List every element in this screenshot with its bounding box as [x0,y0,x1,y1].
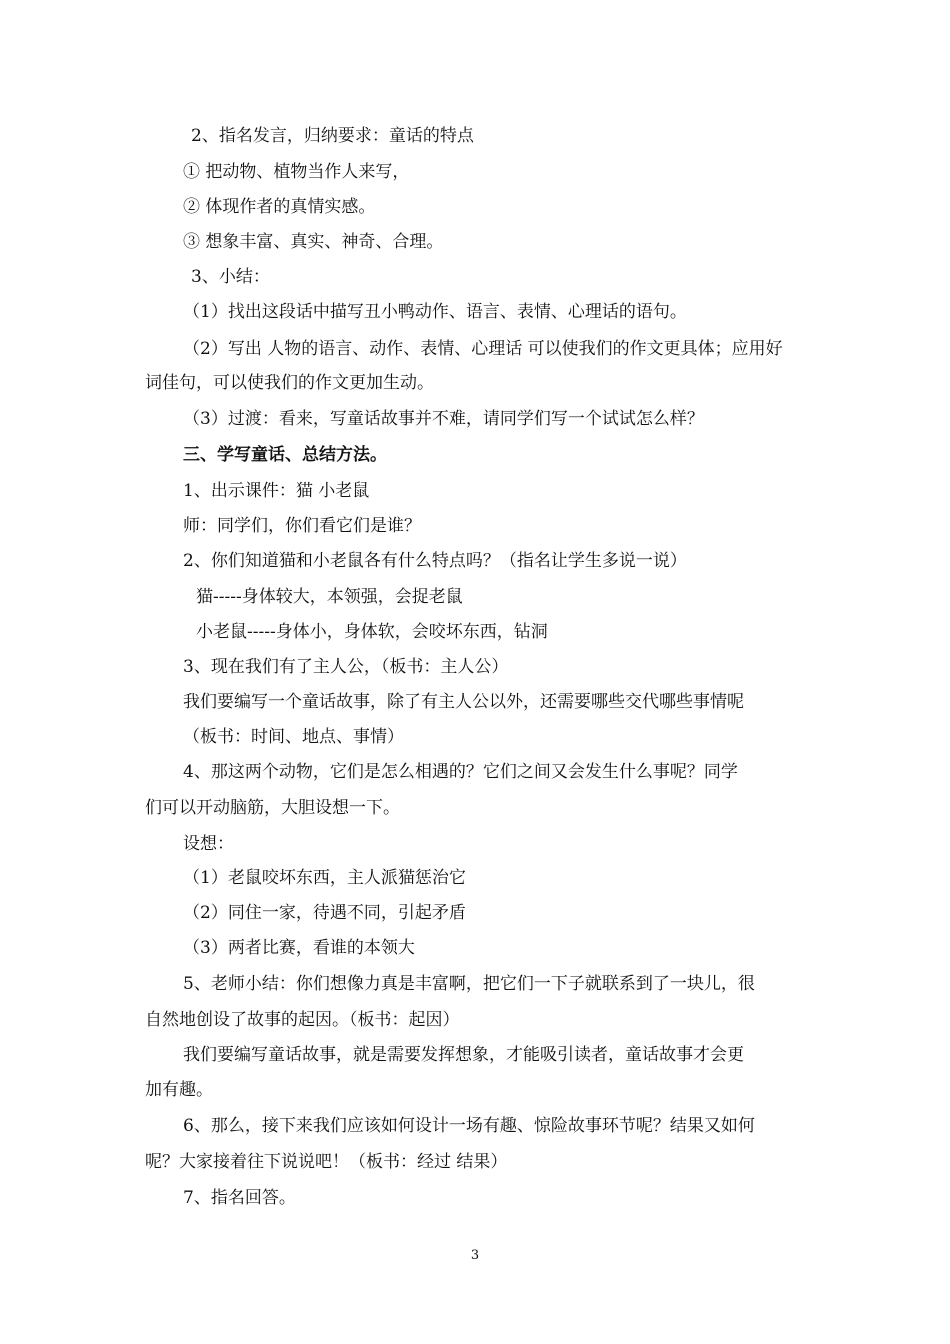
text-line: 3、现在我们有了主人公，（板书：主人公） [183,657,509,677]
text-line: 设想： [183,834,234,854]
text-line: （1）老鼠咬坏东西，主人派猫惩治它 [183,868,466,888]
text-line: 师：同学们，你们看它们是谁？ [183,516,421,536]
text-line: ① 把动物、植物当作人来写， [183,162,410,182]
text-line: 2、你们知道猫和小老鼠各有什么特点吗？（指名让学生多说一说） [183,551,687,571]
text-line: （板书：时间、地点、事情） [183,727,404,747]
text-line: 5、老师小结：你们想像力真是丰富啊，把它们一下子就联系到了一块儿，很 [183,974,755,994]
text-line: 词佳句，可以使我们的作文更加生动。 [145,373,434,393]
text-line: 2、指名发言，归纳要求：童话的特点 [191,126,474,146]
text-line: 猫-----身体较大，本领强，会捉老鼠 [196,587,463,607]
text-line: 我们要编写一个童话故事，除了有主人公以外，还需要哪些交代哪些事情呢 [183,692,744,712]
text-line: （2）写出 人物的语言、动作、表情、心理话 可以使我们的作文更具体；应用好 [183,339,783,359]
text-line: ② 体现作者的真情实感。 [183,197,376,217]
text-line: 加有趣。 [145,1080,213,1100]
text-line: 自然地创设了故事的起因。（板书：起因） [145,1010,460,1030]
text-line: （2）同住一家，待遇不同，引起矛盾 [183,903,466,923]
text-line: 我们要编写童话故事，就是需要发挥想象，才能吸引读者，童话故事才会更 [183,1045,744,1065]
page-number: 3 [470,1248,480,1263]
text-line: （3）两者比赛，看谁的本领大 [183,938,415,958]
text-line: 们可以开动脑筋，大胆设想一下。 [145,798,400,818]
text-line: 1、出示课件：猫 小老鼠 [183,481,370,501]
text-line: 7、指名回答。 [183,1188,296,1208]
text-line: 4、那这两个动物，它们是怎么相遇的？它们之间又会发生什么事呢？同学 [183,762,738,782]
section-heading: 三、学写童话、总结方法。 [183,445,387,465]
text-line: 6、那么，接下来我们应该如何设计一场有趣、惊险故事环节呢？结果又如何 [183,1116,755,1136]
text-line: 小老鼠-----身体小，身体软，会咬坏东西，钻洞 [196,622,548,642]
text-line: （3）过渡：看来，写童话故事并不难，请同学们写一个试试怎么样？ [183,409,704,429]
text-line: ③ 想象丰富、真实、神奇、合理。 [183,232,444,252]
text-line: 呢？大家接着往下说说吧！（板书：经过 结果） [145,1152,508,1172]
text-line: （1）找出这段话中描写丑小鸭动作、语言、表情、心理话的语句。 [183,302,687,322]
text-line: 3、小结： [191,267,270,287]
